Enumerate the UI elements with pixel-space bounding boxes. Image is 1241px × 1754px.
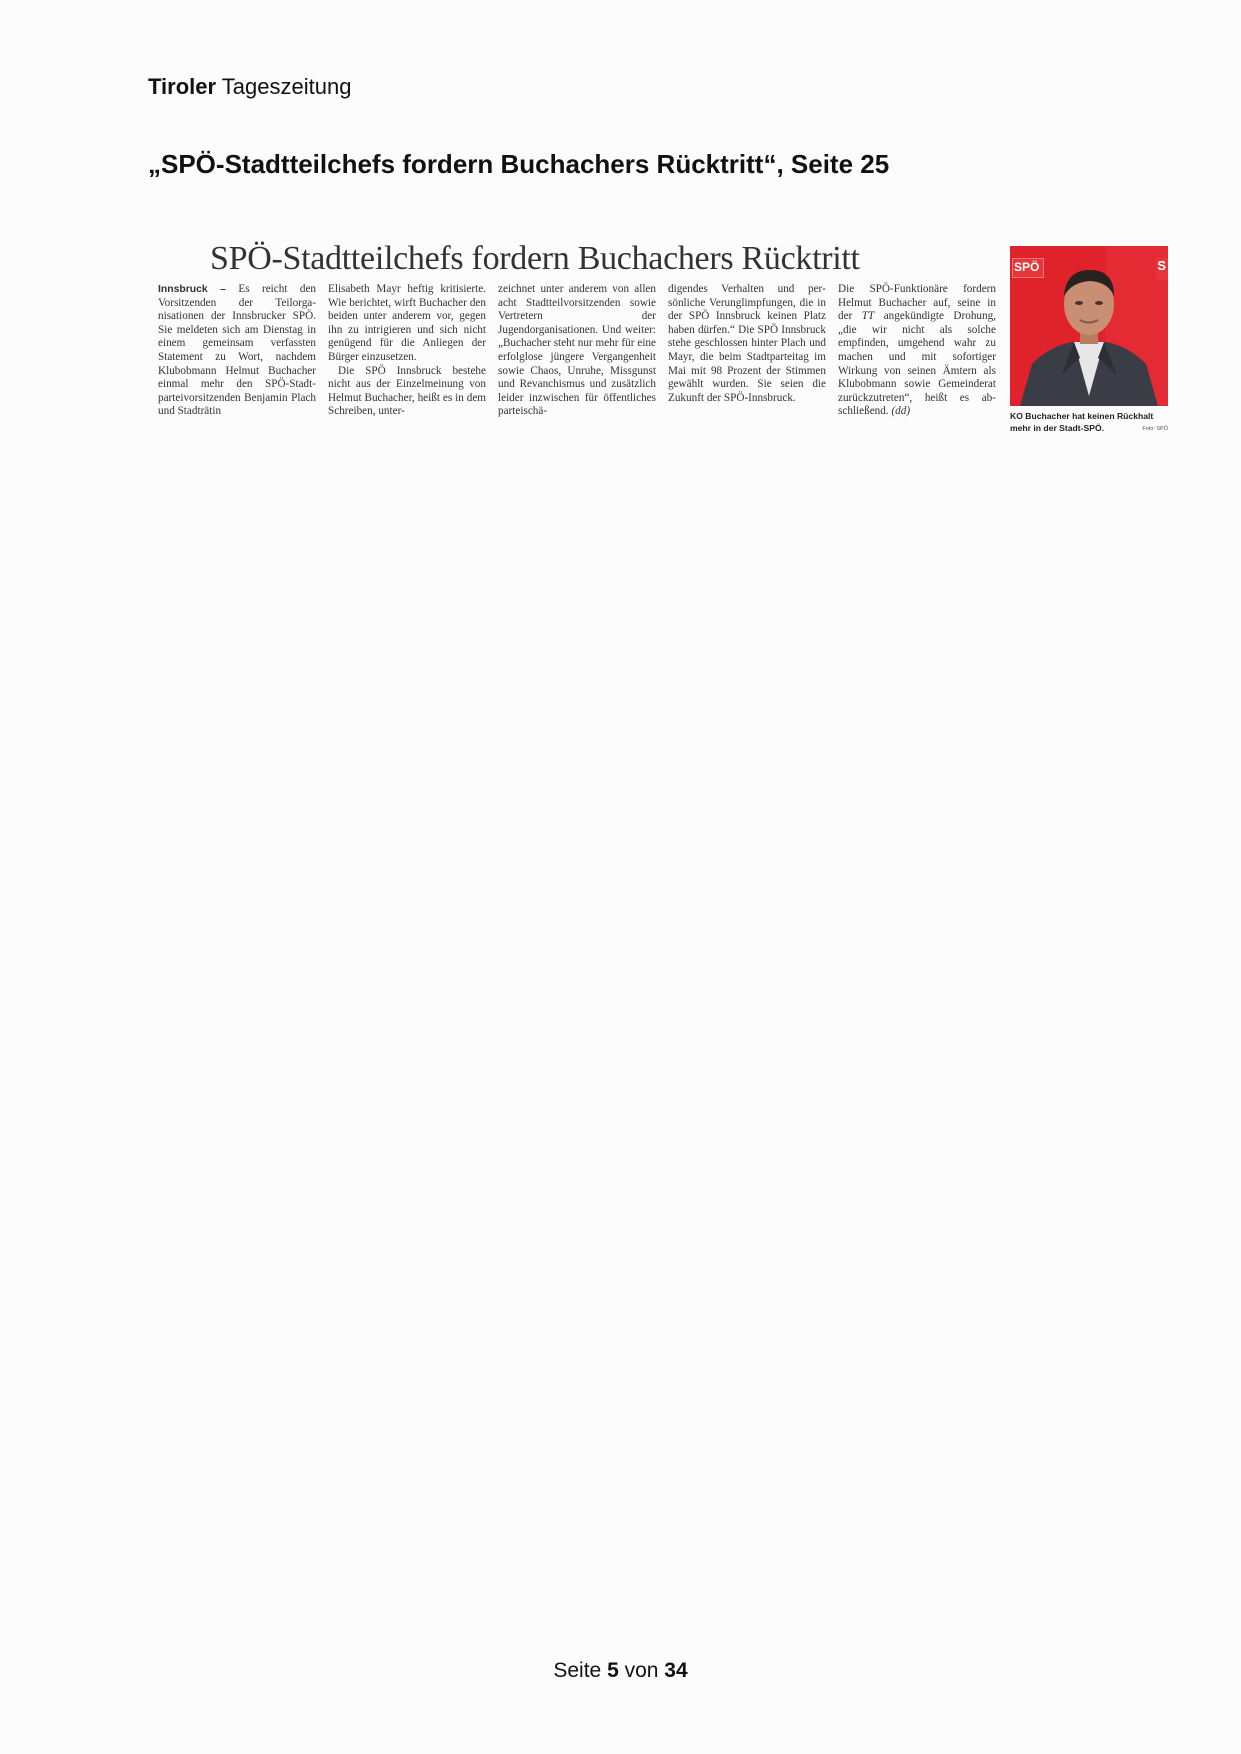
photo-credit: Foto: SPÖ	[1142, 426, 1168, 432]
page-footer	[0, 1658, 1241, 1684]
footer-middle: von	[618, 1659, 665, 1682]
photo-block	[1010, 246, 1168, 442]
article-column-2	[328, 283, 486, 419]
article-columns	[158, 283, 998, 443]
column-5-text-b: angekündigte Drohung, „die wir nicht als solche empfinden, umgehend wahr zu machen und mit sofortiger Wirkung von seinen Ämtern als Klubobmann sowie Gemeinderat zurückzutreten“, heißt es abschließend.	[838, 310, 996, 418]
footer-current-page: 5	[607, 1659, 619, 1682]
column-5-text-a: Die SPÖ-Funktionäre fordern Helmut Buchacher auf, seine in der	[838, 283, 996, 323]
document-title: „SPÖ-Stadtteilchefs fordern Buchachers Rücktritt“, Seite 25	[148, 149, 890, 179]
footer-total-pages: 34	[664, 1659, 688, 1682]
article-column-1	[158, 283, 316, 419]
article-column-5	[838, 283, 996, 419]
portrait-photo	[1010, 246, 1168, 406]
article-clipping	[158, 238, 1170, 442]
tt-abbrev: TT	[861, 310, 875, 323]
article-column-3: zeichnet unter anderem von allen acht Stadtteilvorsitzenden sowie Vertretern der Jugendorganisationen. Und weiter: „Buchacher steht nur mehr für eine erfolglose jüngere Vergangenheit sowie Chaos, Unruhe, Missgunst und Revanchismus und zusätzlich leider inzwischen für öffentliches parteischä-	[498, 283, 656, 418]
photo-caption: KO Buchacher hat keinen Rückhalt mehr in der Stadt-SPÖ.	[1010, 411, 1154, 433]
author-initials: (dd)	[891, 405, 911, 418]
masthead-bold: Tiroler	[148, 74, 217, 99]
column-2-paragraph-2: Die SPÖ Innsbruck bestehe nicht aus der Einzelmeinung von Helmut Buchacher, heißt es in dem Schreiben, unter-	[328, 364, 486, 418]
column-2-paragraph-1: Elisabeth Mayr heftig kritisierte. Wie berichtet, wirft Buchacher den beiden unter anderem vor, gegen ihn zu intrigieren und sich nicht genügend für die Anliegen der Bürger einzusetzen.	[328, 283, 486, 363]
spo-logo-right-text: S	[1157, 258, 1166, 273]
masthead	[148, 74, 351, 100]
column-1-text: Es reicht den Vorsitzenden der Teilorganisationen der Innsbrucker SPÖ. Sie meldeten sich am Dienstag in einem gemeinsam verfassten Statement zu Wort, nachdem Klubobmann Helmut Buchacher einmal mehr den SPÖ-Stadtparteivorsitzenden Benjamin Plach und Stadträtin	[158, 283, 317, 418]
article-column-4: digendes Verhalten und persönliche Verunglimpfungen, die in der SPÖ Innsbruck keinen Platz haben dürfen.“ Die SPÖ Innsbruck stehe geschlossen hinter Plach und Mayr, die beim Stadtparteitag im Mai mit 98 Prozent der Stimmen gewählt wurden. Sie seien die Zukunft der SPÖ-Innsbruck.	[668, 283, 826, 404]
spo-logo-text: SPÖ	[1014, 260, 1040, 274]
dateline: Innsbruck –	[158, 284, 226, 295]
masthead-rest: Tageszeitung	[221, 74, 352, 99]
article-headline: SPÖ-Stadtteilchefs fordern Buchachers Rücktritt	[210, 240, 860, 277]
footer-prefix: Seite	[553, 1659, 608, 1682]
